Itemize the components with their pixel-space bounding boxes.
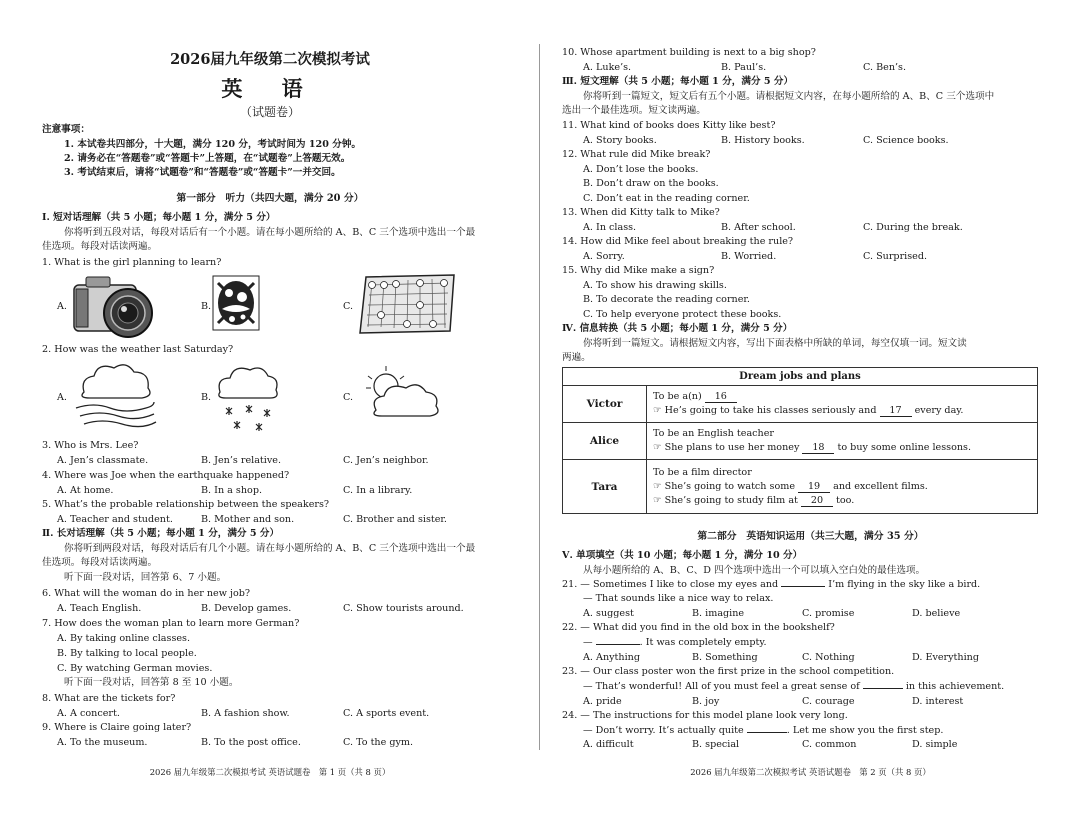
table-row — [563, 386, 1038, 423]
subject-title: 英 语 — [221, 76, 319, 101]
question-24-reply: — Don’t worry. It’s actually quite . Let me show you the first step. — [583, 725, 944, 736]
q22-option-b: B. Something — [692, 652, 758, 663]
q5-option-c: C. Brother and sister. — [343, 514, 447, 525]
q6-option-a: A. Teach English. — [57, 603, 142, 614]
q11-option-c: C. Science books. — [863, 135, 949, 146]
question-12: 12. What rule did Mike break? — [562, 149, 711, 160]
part2-title: 第二部分 英语知识运用（共三大题，满分 35 分） — [697, 531, 924, 542]
q13-option-a: A. In class. — [583, 222, 637, 233]
q15-option-b: B. To decorate the reading corner. — [583, 294, 750, 305]
q22-option-a: A. Anything — [583, 652, 640, 663]
question-3: 3. Who is Mrs. Lee? — [42, 440, 139, 451]
notice-heading: 注意事项： — [42, 124, 90, 135]
q12-option-c: C. Don’t eat in the reading corner. — [583, 193, 750, 204]
paper-type: （试题卷） — [239, 105, 300, 119]
row-content-tara: To be a film director ☞ She’s going to watch some 19 and excellent films. ☞ She’s going to study film at 20 too. — [647, 460, 1038, 514]
q6-option-b: B. Develop games. — [201, 603, 292, 614]
section3-intro-cont: 选出一个最佳选项。短文读两遍。 — [562, 105, 706, 116]
q24-option-a: A. difficult — [583, 739, 634, 750]
q21-option-b: B. imagine — [692, 608, 745, 619]
page-1-footer: 2026 届九年级第二次模拟考试 英语试题卷 第 1 页（共 8 页） — [149, 767, 391, 777]
q8-option-b: B. A fashion show. — [201, 708, 290, 719]
q3-option-b: B. Jen’s relative. — [201, 455, 281, 466]
blank-23[interactable] — [863, 688, 903, 689]
q8-option-a: A. A concert. — [57, 708, 120, 719]
q11-option-a: A. Story books. — [583, 135, 657, 146]
q14-option-b: B. Worried. — [721, 251, 777, 262]
notice-2: 2. 请务必在“答题卷”或“答题卡”上答题，在“试题卷”上答题无效。 — [64, 153, 351, 164]
q12-option-a: A. Don’t lose the books. — [583, 164, 699, 175]
section2-title: Ⅱ. 长对话理解（共 5 小题；每小题 1 分，满分 5 分） — [42, 528, 280, 539]
section5-title: Ⅴ. 单项填空（共 10 小题；每小题 1 分，满分 10 分） — [562, 550, 803, 561]
q10-option-a: A. Luke’s. — [583, 62, 632, 73]
section1-intro-cont: 佳选项。每段对话读两遍。 — [42, 241, 158, 252]
notice-3: 3. 考试结束后，请将“试题卷”和“答题卷”或“答题卡”一并交回。 — [64, 167, 341, 178]
section4-intro: 你将听到一篇短文。请根据短文内容，写出下面表格中所缺的单词，每空仅填一词。短文读 — [583, 338, 967, 349]
q1-label-b: B. — [201, 301, 212, 312]
section2-sub1: 听下面一段对话，回答第 6、7 小题。 — [64, 572, 227, 583]
question-13: 13. When did Kitty talk to Mike? — [562, 207, 720, 218]
blank-19[interactable]: 19 — [798, 482, 830, 493]
blank-21[interactable] — [781, 586, 825, 587]
q2-label-b: B. — [201, 392, 212, 403]
q8-option-c: C. A sports event. — [343, 708, 430, 719]
question-21-reply: — That sounds like a nice way to relax. — [583, 593, 774, 604]
q3-option-c: C. Jen’s neighbor. — [343, 455, 429, 466]
q4-option-a: A. At home. — [57, 485, 114, 496]
q22-option-c: C. Nothing — [802, 652, 855, 663]
question-2: 2. How was the weather last Saturday? — [42, 344, 234, 355]
page-2-footer: 2026 届九年级第二次模拟考试 英语试题卷 第 2 页（共 8 页） — [690, 767, 931, 777]
q6-option-c: C. Show tourists around. — [343, 603, 464, 614]
q4-option-c: C. In a library. — [343, 485, 413, 496]
row-name-alice: Alice — [563, 423, 647, 460]
section3-title: Ⅲ. 短文理解（共 5 小题；每小题 1 分，满分 5 分） — [562, 76, 794, 87]
section4-intro-cont: 两遍。 — [562, 352, 591, 363]
q4-option-b: B. In a shop. — [201, 485, 263, 496]
q7-option-a: A. By taking online classes. — [57, 633, 191, 644]
question-7: 7. How does the woman plan to learn more German? — [42, 618, 300, 629]
blank-22[interactable] — [596, 644, 640, 645]
q7-option-c: C. By watching German movies. — [57, 663, 213, 674]
q21-option-d: D. believe — [912, 608, 961, 619]
q14-option-c: C. Surprised. — [863, 251, 928, 262]
q10-option-b: B. Paul’s. — [721, 62, 767, 73]
question-21: 21. — Sometimes I like to close my eyes and I’m flying in the sky like a bird. — [562, 579, 981, 590]
q1-label-a: A. — [57, 301, 67, 312]
row-content-alice: To be an English teacher ☞ She plans to use her money 18 to buy some online lessons. — [647, 423, 1038, 460]
question-10: 10. Whose apartment building is next to a big shop? — [562, 47, 816, 58]
q9-option-c: C. To the gym. — [343, 737, 414, 748]
q10-option-c: C. Ben’s. — [863, 62, 907, 73]
q11-option-b: B. History books. — [721, 135, 805, 146]
q24-option-c: C. common — [802, 739, 857, 750]
q2-label-c: C. — [343, 392, 354, 403]
q22-option-d: D. Everything — [912, 652, 979, 663]
part1-title: 第一部分 听力（共四大题，满分 20 分） — [176, 193, 364, 204]
table-row — [563, 423, 1038, 460]
q7-option-b: B. By talking to local people. — [57, 648, 197, 659]
q12-option-b: B. Don’t draw on the books. — [583, 178, 719, 189]
q23-option-a: A. pride — [583, 696, 622, 707]
q13-option-b: B. After school. — [721, 222, 796, 233]
question-14: 14. How did Mike feel about breaking the rule? — [562, 236, 794, 247]
section3-intro: 你将听到一篇短文，短文后有五个小题。请根据短文内容，在每小题所给的 A、B、C 三个选项中 — [583, 91, 995, 102]
section2-sub2: 听下面一段对话，回答第 8 至 10 小题。 — [64, 677, 239, 688]
question-5: 5. What’s the probable relationship between the speakers? — [42, 499, 330, 510]
question-24: 24. — The instructions for this model plane look very long. — [562, 710, 848, 721]
blank-18[interactable]: 18 — [802, 443, 834, 454]
q23-option-d: D. interest — [912, 696, 964, 707]
q24-option-d: D. simple — [912, 739, 958, 750]
q1-label-c: C. — [343, 301, 354, 312]
q21-option-c: C. promise — [802, 608, 855, 619]
question-22: 22. — What did you find in the old box in the bookshelf? — [562, 622, 835, 633]
q15-option-c: C. To help everyone protect these books. — [583, 309, 782, 320]
dream-jobs-table — [562, 367, 1038, 514]
section1-intro: 你将听到五段对话，每段对话后有一个小题。请在每小题所给的 A、B、C 三个选项中选出一个最 — [64, 227, 476, 238]
q13-option-c: C. During the break. — [863, 222, 963, 233]
q21-option-a: A. suggest — [583, 608, 634, 619]
blank-20[interactable]: 20 — [801, 496, 833, 507]
q5-option-a: A. Teacher and student. — [57, 514, 173, 525]
table-header: Dream jobs and plans — [563, 368, 1038, 386]
table-row — [563, 460, 1038, 514]
section2-intro-cont: 佳选项。每段对话读两遍。 — [42, 557, 158, 568]
section5-intro: 从每小题所给的 A、B、C、D 四个选项中选出一个可以填入空白处的最佳选项。 — [583, 565, 926, 576]
blank-16[interactable]: 16 — [705, 392, 737, 403]
question-4: 4. Where was Joe when the earthquake happened? — [42, 470, 290, 481]
exam-title: 2026届九年级第二次模拟考试 — [170, 51, 370, 68]
q14-option-a: A. Sorry. — [583, 251, 625, 262]
q24-option-b: B. special — [692, 739, 740, 750]
q9-option-b: B. To the post office. — [201, 737, 301, 748]
row-name-victor: Victor — [563, 386, 647, 423]
question-9: 9. Where is Claire going later? — [42, 722, 192, 733]
question-23: 23. — Our class poster won the first prize in the school competition. — [562, 666, 895, 677]
question-1: 1. What is the girl planning to learn? — [42, 257, 222, 268]
q23-option-c: C. courage — [802, 696, 855, 707]
q9-option-a: A. To the museum. — [57, 737, 148, 748]
row-content-victor: To be a(n) 16 ☞ He’s going to take his classes seriously and 17 every day. — [647, 386, 1038, 423]
section2-intro: 你将听到两段对话，每段对话后有几个小题。请在每小题所给的 A、B、C 三个选项中选出一个最 — [64, 543, 476, 554]
q5-option-b: B. Mother and son. — [201, 514, 295, 525]
row-name-tara: Tara — [563, 460, 647, 514]
section4-title: Ⅳ. 信息转换（共 5 小题；每小题 1 分，满分 5 分） — [562, 323, 793, 334]
q15-option-a: A. To show his drawing skills. — [583, 280, 727, 291]
question-11: 11. What kind of books does Kitty like best? — [562, 120, 776, 131]
blank-24[interactable] — [747, 732, 787, 733]
question-23-reply: — That’s wonderful! All of you must feel a great sense of in this achievement. — [583, 681, 1005, 692]
question-6: 6. What will the woman do in her new job? — [42, 588, 251, 599]
question-15: 15. Why did Mike make a sign? — [562, 265, 715, 276]
q2-label-a: A. — [57, 392, 67, 403]
question-22-reply: — . It was completely empty. — [583, 637, 767, 648]
blank-17[interactable]: 17 — [880, 406, 912, 417]
q23-option-b: B. joy — [692, 696, 720, 707]
question-8: 8. What are the tickets for? — [42, 693, 176, 704]
notice-1: 1. 本试卷共四部分，十大题，满分 120 分，考试时间为 120 分钟。 — [64, 139, 362, 150]
q3-option-a: A. Jen’s classmate. — [57, 455, 149, 466]
section1-title: Ⅰ. 短对话理解（共 5 小题；每小题 1 分，满分 5 分） — [42, 212, 276, 223]
